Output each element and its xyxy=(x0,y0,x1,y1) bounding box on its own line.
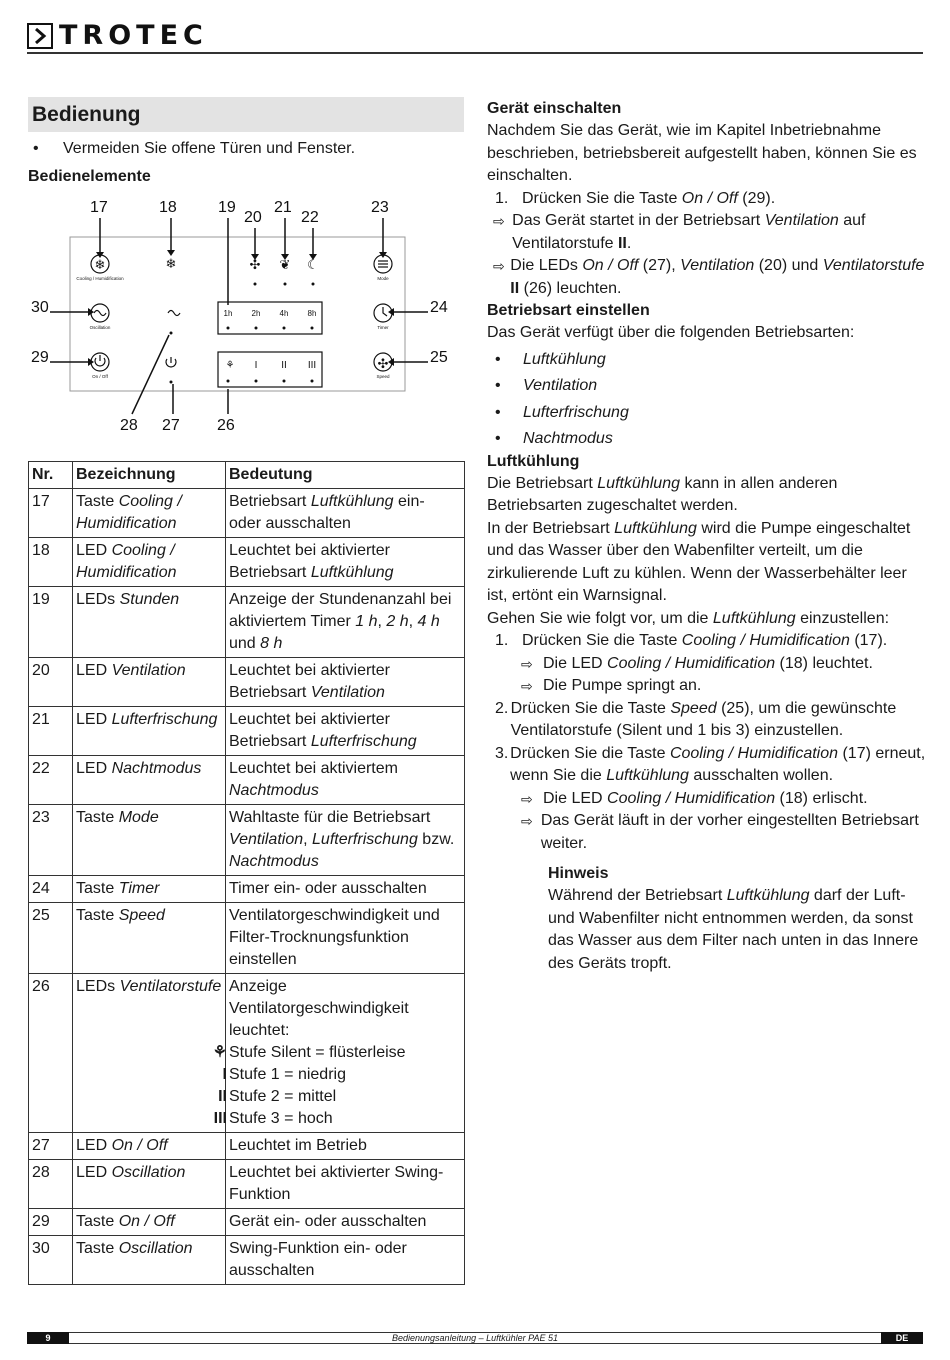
callout-23: 23 xyxy=(371,199,389,216)
callout-20: 20 xyxy=(244,209,262,226)
stufe-item: ⚘ Stufe Silent = flüsterleise xyxy=(212,1044,406,1061)
cell-bezeichnung: Taste On / Off xyxy=(73,1209,226,1236)
note-text: Während der Betriebsart Luftkühlung darf der Luft- und Wabenfilter nicht entnommen werden, da sonst das Wasser aus dem Filter nach unten in das Innere des Geräts tropft. xyxy=(548,887,919,972)
step-3-result-2: ⇨ Das Gerät läuft in der vorher eingestellten Betriebsart weiter. xyxy=(521,812,919,852)
hour-4h: 4h xyxy=(279,309,289,318)
callout-17: 17 xyxy=(90,199,108,216)
speed-3: III xyxy=(307,360,317,371)
table-row xyxy=(29,587,465,658)
callout-18: 18 xyxy=(159,199,177,216)
cell-bedeutung: Leuchtet bei aktiviertem Nachtmodus xyxy=(226,756,465,805)
callout-19: 19 xyxy=(218,199,236,216)
callout-28: 28 xyxy=(120,417,138,434)
cell-bedeutung: Gerät ein- oder ausschalten xyxy=(226,1209,465,1236)
svg-text:❄: ❄ xyxy=(94,257,106,272)
table-row xyxy=(29,1209,465,1236)
hour-8h: 8h xyxy=(307,309,317,318)
callout-24: 24 xyxy=(430,299,448,316)
label-mode: Mode xyxy=(377,276,389,281)
cell-nr: 28 xyxy=(29,1160,73,1209)
mode-item: • Lufterfrischung xyxy=(495,403,629,421)
panel-outline xyxy=(70,237,405,391)
cell-bezeichnung: LED Oscillation xyxy=(73,1160,226,1209)
bullet-dot: • xyxy=(33,140,39,157)
heading-luftkuehlung: Luftkühlung xyxy=(487,452,580,470)
table-row xyxy=(29,1236,465,1285)
subhead-bedienelemente: Bedienelemente xyxy=(28,168,151,185)
cell-bezeichnung: LED Ventilation xyxy=(73,658,226,707)
cell-bezeichnung: LED On / Off xyxy=(73,1133,226,1160)
table-header-row xyxy=(29,462,465,489)
table-row xyxy=(29,756,465,805)
language-code: DE xyxy=(881,1332,923,1344)
note-title: Hinweis xyxy=(548,865,609,882)
header-rule xyxy=(27,52,923,54)
para-luft-3: Gehen Sie wie folgt vor, um die Luftkühlung einzustellen: xyxy=(487,609,890,627)
th-bedeutung: Bedeutung xyxy=(226,462,465,489)
callout-29: 29 xyxy=(31,349,49,366)
heading-geraet-einschalten: Gerät einschalten xyxy=(487,100,622,117)
left-column xyxy=(28,97,464,442)
cell-nr: 23 xyxy=(29,805,73,876)
cell-bedeutung: Anzeige der Stundenanzahl bei aktiviertem Timer 1 h, 2 h, 4 h und 8 h xyxy=(226,587,465,658)
cell-nr: 18 xyxy=(29,538,73,587)
label-onoff: On / Off xyxy=(92,374,108,379)
mode-item: • Nachtmodus xyxy=(495,430,613,447)
cell-nr: 26 xyxy=(29,974,73,1133)
cell-nr: 30 xyxy=(29,1236,73,1285)
timer-led-box xyxy=(218,302,322,334)
callout-30: 30 xyxy=(31,299,49,316)
cell-nr: 24 xyxy=(29,876,73,903)
page-number: 9 xyxy=(27,1332,69,1344)
cell-nr: 19 xyxy=(29,587,73,658)
control-panel-diagram xyxy=(28,192,464,442)
svg-text:✣: ✣ xyxy=(377,356,389,371)
cell-bezeichnung: Taste Mode xyxy=(73,805,226,876)
cell-bezeichnung: LED Lufterfrischung xyxy=(73,707,226,756)
cell-nr: 25 xyxy=(29,903,73,974)
speed-1: I xyxy=(254,360,258,371)
cell-nr: 22 xyxy=(29,756,73,805)
table-row xyxy=(29,974,465,1133)
para-luft-1: Die Betriebsart Luftkühlung kann in allen anderen Betriebsarten zugeschaltet werden. xyxy=(487,474,838,514)
footer xyxy=(27,1332,923,1344)
mode-item: • Luftkühlung xyxy=(495,350,606,368)
logo-chevron-icon xyxy=(27,23,53,49)
cell-bezeichnung: Taste Oscillation xyxy=(73,1236,226,1285)
callout-22: 22 xyxy=(301,209,319,226)
th-nr: Nr. xyxy=(29,462,73,489)
hour-2h: 2h xyxy=(251,309,261,318)
cell-bedeutung: Leuchtet bei aktivierter Betriebsart Ventilation xyxy=(226,658,465,707)
cell-bezeichnung: LED Cooling / Humidification xyxy=(73,538,226,587)
svg-text:⚘: ⚘ xyxy=(225,360,235,371)
cell-bezeichnung: LEDs Stunden xyxy=(73,587,226,658)
footer-title: Bedienungsanleitung – Luftkühler PAE 51 xyxy=(69,1332,881,1344)
cell-nr: 29 xyxy=(29,1209,73,1236)
callout-26: 26 xyxy=(217,417,235,434)
heading-betriebsart: Betriebsart einstellen xyxy=(487,302,650,319)
cell-nr: 17 xyxy=(29,489,73,538)
result-1: ⇨ Das Gerät startet in der Betriebsart Ventilation auf Ventilatorstufe II. xyxy=(493,212,866,252)
cell-bezeichnung: Taste Timer xyxy=(73,876,226,903)
callout-21: 21 xyxy=(274,199,292,216)
cell-bezeichnung: LED Nachtmodus xyxy=(73,756,226,805)
mode-item: • Ventilation xyxy=(495,377,598,394)
step-3: 3. Drücken Sie die Taste Cooling / Humidification (17) erneut, wenn Sie die Luftkühlung ausschalten wollen. xyxy=(495,744,926,784)
step-1-result-1: ⇨ Die LED Cooling / Humidification (18) leuchtet. xyxy=(521,654,873,672)
cell-bedeutung: Leuchtet im Betrieb xyxy=(226,1133,465,1160)
table-row xyxy=(29,1133,465,1160)
cell-bezeichnung: LEDs Ventilatorstufe xyxy=(73,974,226,1133)
bullet-item xyxy=(28,138,464,160)
table-row xyxy=(29,1160,465,1209)
callout-27: 27 xyxy=(162,417,180,434)
legend-table xyxy=(28,461,465,1285)
cell-nr: 21 xyxy=(29,707,73,756)
result-2: ⇨ Die LEDs On / Off (27), Ventilation (20) und Ventilatorstufe II (26) leuchten. xyxy=(493,257,925,297)
step-1-result-2: ⇨ Die Pumpe springt an. xyxy=(521,677,702,694)
cell-bedeutung: Swing-Funktion ein- oder ausschalten xyxy=(226,1236,465,1285)
table-row xyxy=(29,707,465,756)
table-row xyxy=(29,903,465,974)
para-einschalten: Nachdem Sie das Gerät, wie im Kapitel Inbetriebnahme beschrieben, betriebsbereit aufgestellt haben, können Sie es einschalten. xyxy=(487,122,917,184)
step-einschalten: 1. Drücken Sie die Taste On / Off (29). xyxy=(495,189,776,207)
right-column xyxy=(487,98,927,975)
cell-bedeutung: Ventilatorgeschwindigkeit und Filter-Trocknungsfunktion einstellen xyxy=(226,903,465,974)
svg-text:✣: ✣ xyxy=(249,257,261,272)
cell-bezeichnung: Taste Speed xyxy=(73,903,226,974)
brand-name: TROTEC xyxy=(59,20,208,51)
cell-bedeutung: Leuchtet bei aktivierter Betriebsart Lufterfrischung xyxy=(226,707,465,756)
table-row xyxy=(29,658,465,707)
trotec-logo xyxy=(27,20,208,51)
cell-bedeutung: Anzeige Ventilatorgeschwindigkeit leuchtet: ⚘ Stufe Silent = flüsterleise I Stufe 1 = niedrig II Stufe 2 = mittel III Stufe 3 = hoch xyxy=(226,974,465,1133)
stufe-item: III Stufe 3 = hoch xyxy=(213,1110,333,1127)
step-3-result-1: ⇨ Die LED Cooling / Humidification (18) erlischt. xyxy=(521,789,868,807)
svg-text:❄: ❄ xyxy=(165,256,177,271)
label-oscillation: Oscillation xyxy=(89,325,111,330)
table-row xyxy=(29,876,465,903)
speed-2: II xyxy=(281,360,287,371)
note-box xyxy=(548,863,927,975)
cell-nr: 20 xyxy=(29,658,73,707)
svg-text:❦: ❦ xyxy=(279,257,291,272)
cell-bedeutung: Betriebsart Luftkühlung ein- oder ausschalten xyxy=(226,489,465,538)
para-luft-2: In der Betriebsart Luftkühlung wird die Pumpe eingeschaltet und das Wasser über den Wabenfilter verteilt, um die zirkulierende Luft zu kühlen. Wenn der Wasserbehälter leer ist, ertönt ein Warnsignal. xyxy=(487,519,911,604)
svg-text:☾: ☾ xyxy=(307,257,319,272)
label-cooling: Cooling / Humidification xyxy=(76,276,124,281)
cell-bedeutung: Timer ein- oder ausschalten xyxy=(226,876,465,903)
stufe-item: I Stufe 1 = niedrig xyxy=(222,1066,346,1083)
stufe-item: II Stufe 2 = mittel xyxy=(218,1088,337,1105)
cell-bedeutung: Leuchtet bei aktivierter Betriebsart Luftkühlung xyxy=(226,538,465,587)
hour-1h: 1h xyxy=(223,309,233,318)
cell-bezeichnung: Taste Cooling / Humidification xyxy=(73,489,226,538)
label-speed: Speed xyxy=(376,374,390,379)
para-betriebsart: Das Gerät verfügt über die folgenden Betriebsarten: xyxy=(487,324,855,341)
step-2: 2. Drücken Sie die Taste Speed (25), um die gewünschte Ventilatorstufe (Silent und 1 bis 3) einzustellen. xyxy=(495,699,897,739)
callout-25: 25 xyxy=(430,349,448,366)
table-row xyxy=(29,538,465,587)
cell-bedeutung: Leuchtet bei aktivierter Swing-Funktion xyxy=(226,1160,465,1209)
step-1: 1. Drücken Sie die Taste Cooling / Humidification (17). xyxy=(495,632,888,649)
cell-bedeutung: Wahltaste für die Betriebsart Ventilation, Lufterfrischung bzw. Nachtmodus xyxy=(226,805,465,876)
cell-nr: 27 xyxy=(29,1133,73,1160)
th-bezeichnung: Bezeichnung xyxy=(73,462,226,489)
table-row xyxy=(29,805,465,876)
section-title: Bedienung xyxy=(28,97,464,132)
bullet-text: Vermeiden Sie offene Türen und Fenster. xyxy=(63,140,356,157)
table-row xyxy=(29,489,465,538)
label-timer: Timer xyxy=(377,325,389,330)
